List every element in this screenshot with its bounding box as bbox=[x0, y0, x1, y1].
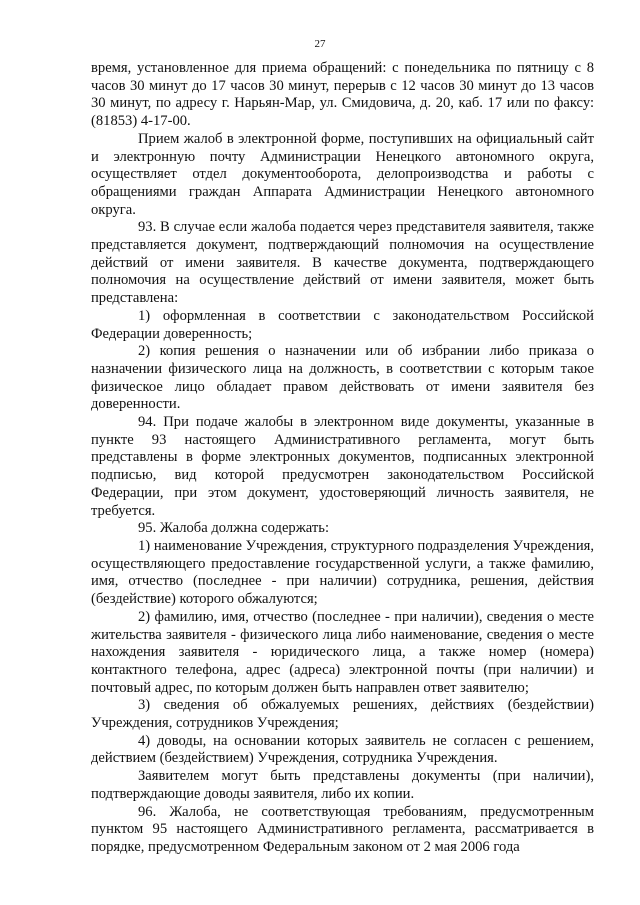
paragraph-supporting-documents: Заявителем могут быть представлены документы (при наличии), подтверждающие доводы заявителя, либо их копии. bbox=[91, 768, 594, 802]
paragraph-94-electronic-documents: 94. При подаче жалобы в электронном виде документы, указанные в пункте 93 настоящего Административного регламента, могут быть представлены в форме электронных документов, подписанных электронной подписью, вид которой предусмотрен законодательством Российской Федерации, при этом документ, удостоверяющий личность заявителя, не требуется. bbox=[91, 414, 594, 519]
paragraph-93-item-2: 2) копия решения о назначении или об избрании либо приказа о назначении физического лица на должность, в соответствии с которым такое физическое лицо обладает правом действовать от имени заявителя без доверенности. bbox=[91, 343, 594, 413]
paragraph-office-hours: время, установленное для приема обращений: с понедельника по пятницу с 8 часов 30 минут до 17 часов 30 минут, перерыв с 12 часов 30 минут до 13 часов 30 минут, по адресу г. Нарьян-Мар, ул. Смидовича, д. 20, каб. 17 или по факсу: (81853) 4-17-00. bbox=[91, 60, 594, 130]
paragraph-95-item-3: 3) сведения об обжалуемых решениях, действиях (бездействии) Учреждения, сотрудников Учреждения; bbox=[91, 697, 594, 732]
paragraph-93-representative: 93. В случае если жалоба подается через представителя заявителя, также представляется документ, подтверждающий полномочия на осуществление действий от имени заявителя. В качестве документа, подтверждающего полномочия на осуществление действий от имени заявителя, может быть представлена: bbox=[91, 219, 594, 307]
paragraph-96-noncompliant-complaint: 96. Жалоба, не соответствующая требованиям, предусмотренным пунктом 95 настоящего Административного регламента, рассматривается в порядке, предусмотренном Федеральным законом от 2 мая 2006 года bbox=[91, 803, 594, 855]
paragraph-95-item-4: 4) доводы, на основании которых заявитель не согласен с решением, действием (бездействием) Учреждения, сотрудника Учреждения. bbox=[91, 732, 594, 767]
paragraph-electronic-complaints: Прием жалоб в электронной форме, поступивших на официальный сайт и электронную почту Администрации Ненецкого автономного округа, осуществляет отдел документооборота, делопроизводства и работы с обращениями граждан Аппарата Администрации Ненецкого автономного округа. bbox=[91, 130, 594, 218]
page-number: 27 bbox=[314, 38, 326, 50]
paragraph-95-item-1: 1) наименование Учреждения, структурного подразделения Учреждения, осуществляющего предоставление государственной услуги, а также фамилию, имя, отчество (последнее - при наличии) сотрудника, решения, действия (бездействие) которого обжалуются; bbox=[91, 537, 594, 608]
paragraph-95-heading: 95. Жалоба должна содержать: bbox=[138, 520, 329, 537]
paragraph-93-item-1: 1) оформленная в соответствии с законодательством Российской Федерации доверенность; bbox=[91, 307, 594, 342]
document-body bbox=[91, 60, 594, 857]
paragraph-95-item-2: 2) фамилию, имя, отчество (последнее - при наличии), сведения о месте жительства заявителя - физического лица либо наименование, сведения о месте нахождения заявителя - юридического лица, а также номер (номера) контактного телефона, адрес (адреса) электронной почты (при наличии) и почтовый адрес, по которым должен быть направлен ответ заявителю; bbox=[91, 608, 594, 696]
